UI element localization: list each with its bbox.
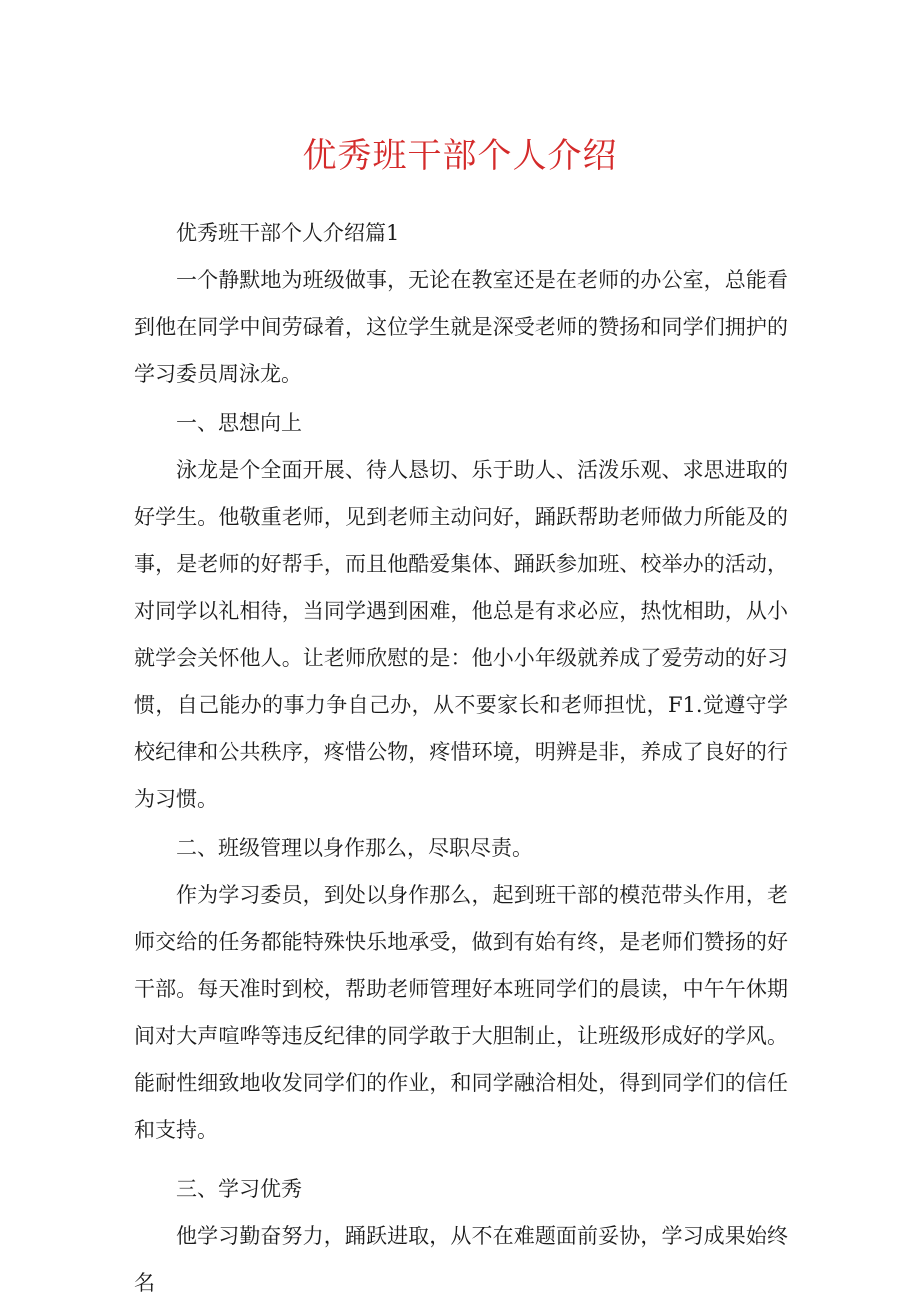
section-heading-2: 二、班级管理以身作那么，尽职尽责。	[176, 836, 533, 860]
document-title: 优秀班干部个人介绍	[302, 136, 618, 176]
document-body	[134, 210, 788, 1307]
paragraph-intro: 一个静默地为班级做事，无论在教室还是在老师的办公室，总能看到他在同学中间劳碌着，这位学生就是深受老师的赞扬和同学们拥护的学习委员周泳龙。	[134, 268, 788, 386]
section-heading-1: 一、思想向上	[176, 411, 302, 435]
paragraph-section-1: 泳龙是个全面开展、待人恳切、乐于助人、活泼乐观、求思进取的好学生。他敬重老师，见到老师主动问好，踊跃帮助老师做力所能及的事，是老师的好帮手，而且他酷爱集体、踊跃参加班、校举办的活动，对同学以礼相待，当同学遇到困难，他总是有求必应，热忱相助，从小就学会关怀他人。让老师欣慰的是：他小小年级就养成了爱劳动的好习惯，自己能办的事力争自己办，从不要家长和老师担忧，F1.觉遵守学校纪律和公共秩序，疼惜公物，疼惜环境，明辨是非，养成了良好的行为习惯。	[134, 458, 788, 811]
section-heading-article-1: 优秀班干部个人介绍篇1	[176, 221, 400, 245]
section-heading-3: 三、学习优秀	[176, 1177, 302, 1201]
paragraph-section-3: 他学习勤奋努力，踊跃进取，从不在难题面前妥协，学习成果始终名	[134, 1224, 788, 1295]
paragraph-section-2: 作为学习委员，到处以身作那么，起到班干部的模范带头作用，老师交给的任务都能特殊快乐地承受，做到有始有终，是老师们赞扬的好干部。每天准时到校，帮助老师管理好本班同学们的晨读，中午午休期间对大声喧哗等违反纪律的同学敢于大胆制止，让班级形成好的学风。能耐性细致地收发同学们的作业，和同学融洽相处，得到同学们的信任和支持。	[134, 883, 788, 1142]
